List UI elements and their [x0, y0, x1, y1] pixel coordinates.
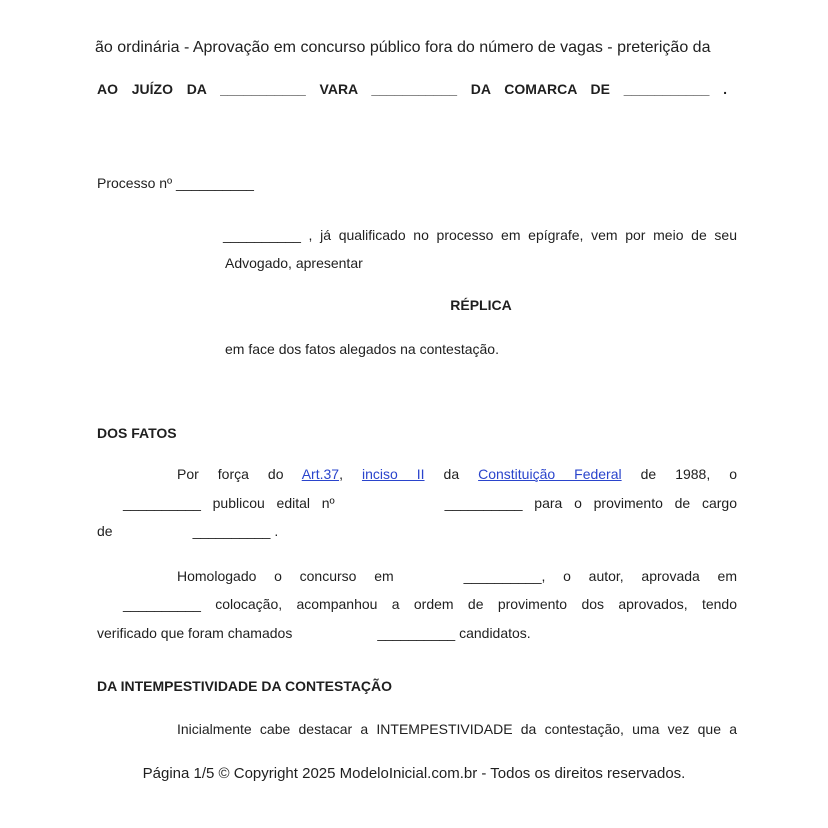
facts-p1-line3	[97, 522, 278, 541]
tab-gap	[335, 507, 445, 508]
facts-text: __________ .	[192, 523, 279, 539]
blank-field: __________	[176, 175, 254, 191]
tab-gap	[394, 580, 464, 581]
tab-gap	[292, 637, 377, 638]
blank-field: ___________	[220, 81, 306, 97]
facts-text: __________ publicou edital nº	[123, 495, 335, 511]
intro-paragraph-line1	[223, 226, 737, 245]
facts-section-heading: DOS FATOS	[97, 425, 177, 441]
intro-text: , já qualificado no processo em epígrafe, vem por meio de seu	[300, 227, 737, 243]
process-number-line	[97, 174, 254, 193]
link-inciso-ii[interactable]: inciso II	[361, 466, 425, 482]
facts-p2-line3	[97, 624, 531, 643]
blank-field: ___________	[623, 81, 710, 97]
process-number-label: Processo nº	[97, 175, 177, 191]
facts-text: Homologado o concurso em	[177, 568, 394, 584]
em-face-line: em face dos fatos alegados na contestação.	[225, 341, 499, 357]
replica-heading: RÉPLICA	[450, 297, 512, 313]
blank-field: ___________	[371, 81, 458, 97]
facts-text: __________ candidatos.	[377, 625, 531, 641]
facts-text: de	[97, 523, 113, 539]
addressing-text: DA COMARCA DE	[457, 81, 624, 97]
intro-paragraph-line2: Advogado, apresentar	[225, 255, 363, 271]
facts-text: de 1988, o	[621, 466, 738, 482]
document-title-line: ão ordinária - Aprovação em concurso público fora do número de vagas - preterição da	[95, 39, 711, 56]
link-art-37[interactable]: Art.37	[301, 466, 340, 482]
facts-p1-line2	[123, 494, 737, 513]
facts-p1-line1	[177, 465, 737, 484]
facts-p2-line2: __________ colocação, acompanhou a ordem de provimento dos aprovados, tendo	[123, 596, 737, 612]
addressing-text: VARA	[305, 81, 372, 97]
addressing-text: AO JUÍZO DA	[97, 81, 221, 97]
link-constituicao-federal[interactable]: Constituição Federal	[478, 466, 622, 482]
tab-gap	[113, 535, 193, 536]
blank-field: __________	[223, 227, 301, 243]
facts-text: da	[424, 466, 479, 482]
page-footer-copyright: Página 1/5 © Copyright 2025 ModeloInicial.com.br - Todos os direitos reservados.	[142, 765, 686, 782]
court-addressing-line	[97, 80, 727, 99]
untimeliness-section-heading: DA INTEMPESTIVIDADE DA CONTESTAÇÃO	[97, 678, 393, 694]
facts-text: ,	[339, 466, 362, 482]
facts-text: verificado que foram chamados	[97, 625, 293, 641]
facts-text: Por força do	[177, 466, 302, 482]
facts-p2-line1	[177, 567, 737, 586]
untimeliness-p1-line1: Inicialmente cabe destacar a INTEMPESTIVIDADE da contestação, uma vez que a	[177, 721, 737, 737]
addressing-text: .	[709, 81, 728, 97]
facts-text: __________ para o provimento de cargo	[444, 495, 737, 511]
facts-text: __________, o autor, aprovada em	[463, 568, 737, 584]
